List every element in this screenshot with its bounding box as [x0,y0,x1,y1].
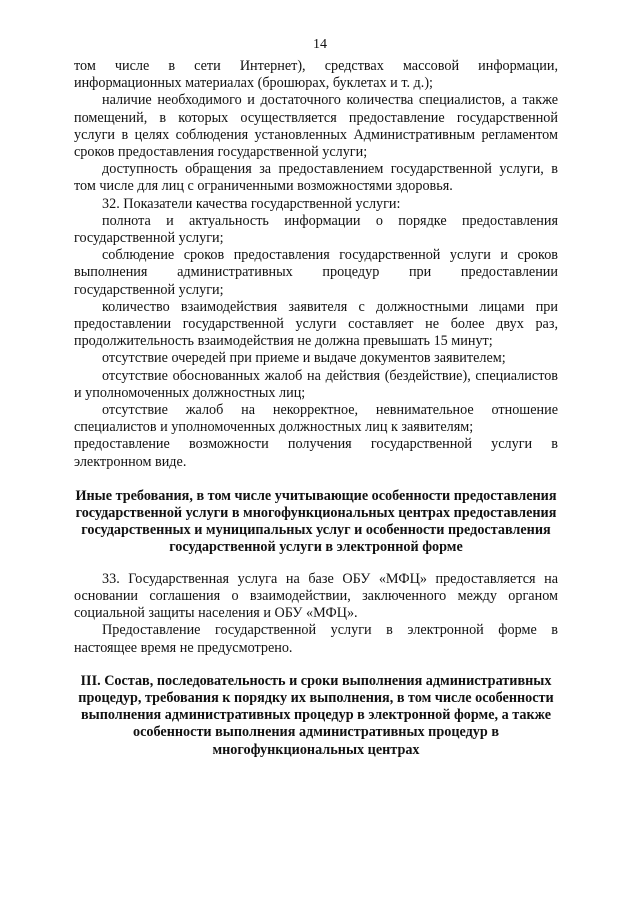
chapter-heading: III. Состав, последовательность и сроки выполнения административных процедур, требования к порядку их выполнения, в том числе особенности выполнения административных процедур в электронной форме, а также особенности выполнения административных процедур в многофункциональных центрах [78,672,554,758]
paragraph: количество взаимодействия заявителя с должностными лицами при предоставлении государственной услуги составляет не более двух раз, продолжительность взаимодействия не должна превышать 15 минут; [74,298,558,350]
paragraph: отсутствие очередей при приеме и выдаче документов заявителем; [102,350,506,367]
paragraph: отсутствие жалоб на некорректное, невнимательное отношение специалистов и уполномоченных должностных лиц к заявителям; [74,402,558,436]
paragraph: полнота и актуальность информации о порядке предоставления государственной услуги; [74,212,558,247]
paragraph: отсутствие обоснованных жалоб на действия (бездействие), специалистов и уполномоченных должностных лиц; [74,367,558,401]
paragraph: 32. Показатели качества государственной услуги: [102,195,401,212]
paragraph: доступность обращения за предоставлением государственной услуги, в том числе для лиц с ограниченными возможностями здоровья. [74,161,558,195]
paragraph: Предоставление государственной услуги в электронной форме в настоящее время не предусмотрено. [74,622,558,656]
section-heading: Иные требования, в том числе учитывающие особенности предоставления государственной услуги в многофункциональных центрах предоставления государственных и муниципальных услуг и особенности предоставления государственной услуги в электронной форме [75,487,557,556]
paragraph: том числе в сети Интернет), средствах массовой информации, информационных материалах (брошюрах, буклетах и т. д.); [74,58,558,92]
paragraph: соблюдение сроков предоставления государственной услуги и сроков выполнения административных процедур при предоставлении государственной услуги; [74,247,558,298]
document-body [74,58,558,759]
paragraph: наличие необходимого и достаточного количества специалистов, а также помещений, в которых осуществляется предоставление государственной услуги в целях соблюдения установленных Административным регламентом сроков предоставления государственной услуги; [74,92,558,161]
paragraph: 33. Государственная услуга на базе ОБУ «МФЦ» предоставляется на основании соглашения о взаимодействии, заключенного между органом социальной защиты населения и ОБУ «МФЦ». [74,570,558,622]
page-number: 14 [313,37,327,52]
paragraph: предоставление возможности получения государственной услуги в электронном виде. [74,436,558,470]
